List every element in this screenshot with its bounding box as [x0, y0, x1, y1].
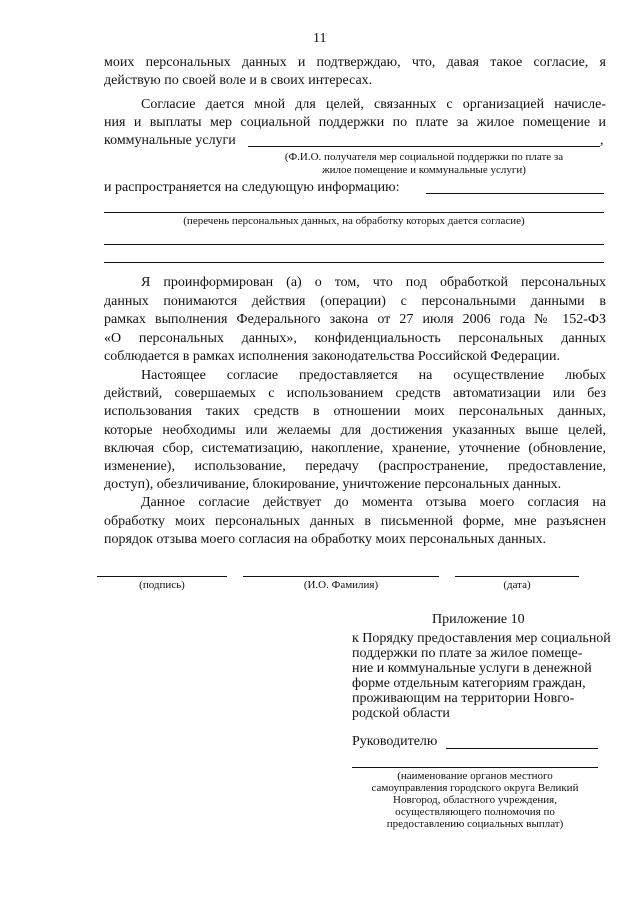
appendix-description-line: форме отдельным категориям граждан, — [352, 676, 586, 691]
date-field[interactable] — [455, 576, 579, 577]
actions-paragraph-line: Настоящее согласие предоставляется на осуществление любых — [141, 368, 606, 383]
recipient-field-caption: жилое помещение и коммунальные услуги) — [322, 164, 526, 176]
date-caption: (дата) — [503, 579, 531, 591]
appendix-description-line: поддержки по плате за жилое помеще- — [352, 646, 583, 661]
recipient-name-field[interactable] — [248, 146, 600, 147]
field-comma: , — [600, 133, 604, 148]
actions-paragraph-line: использования таких средств в отношении моих персональных данных, — [104, 404, 606, 419]
info-field-caption: (перечень персональных данных, на обработку которых дается согласие) — [183, 215, 525, 227]
organization-caption: осуществляющего полномочия по — [395, 806, 555, 818]
full-name-field[interactable] — [243, 576, 439, 577]
head-name-field[interactable] — [446, 748, 598, 749]
consent-paragraph-line: действую по своей воле и в своих интересах. — [104, 73, 373, 88]
head-label: Руководителю — [352, 734, 438, 749]
actions-paragraph-line: которые необходимы или желаемы для достижения указанных выше целей, — [104, 423, 606, 438]
actions-paragraph-line: доступ), обезличивание, блокирование, уничтожение персональных данных. — [104, 477, 562, 492]
signature-field[interactable] — [97, 576, 227, 577]
validity-paragraph-line: порядок отзыва моего согласия на обработку моих персональных данных. — [104, 532, 547, 547]
appendix-description-line: родской области — [352, 706, 450, 721]
info-field-4[interactable] — [104, 262, 604, 263]
purpose-paragraph-line: ния и выплаты мер социальной поддержки по плате за жилое помещение и — [104, 115, 606, 130]
organization-caption: Новгород, областного учреждения, — [393, 794, 557, 806]
appendix-description-line: к Порядку предоставления мер социальной — [352, 631, 611, 646]
purpose-paragraph-line: Согласие дается мной для целей, связанных с организацией начисле- — [141, 97, 606, 112]
organization-caption: самоуправления городского округа Великий — [371, 782, 579, 794]
actions-paragraph-line: действий, совершаемых с использованием средств автоматизации или без — [104, 386, 606, 401]
organization-field[interactable] — [352, 767, 598, 768]
purpose-paragraph-line: коммунальные услуги — [104, 133, 236, 148]
organization-caption: (наименование органов местного — [397, 770, 553, 782]
info-field-1[interactable] — [426, 193, 604, 194]
appendix-description-line: ние и коммунальные услуги в денежной — [352, 661, 592, 676]
appendix-title: Приложение 10 — [432, 612, 525, 627]
recipient-field-caption: (Ф.И.О. получателя мер социальной поддержки по плате за — [284, 151, 564, 163]
informed-paragraph-line: рамках выполнения Федерального закона от 27 июля 2006 года № 152-ФЗ — [104, 312, 606, 327]
informed-paragraph-line: Я проинформирован (а) о том, что под обработкой персональных — [141, 275, 606, 290]
info-field-3[interactable] — [104, 244, 604, 245]
signature-caption: (подпись) — [139, 579, 185, 591]
actions-paragraph-line: включая сбор, систематизацию, накопление, хранение, уточнение (обновление, — [104, 441, 606, 456]
full-name-caption: (И.О. Фамилия) — [303, 579, 379, 591]
validity-paragraph-line: обработку моих персональных данных в письменной форме, мне разъяснен — [104, 514, 606, 529]
organization-caption: предоставлению социальных выплат) — [386, 818, 564, 830]
informed-paragraph-line: данных понимаются действия (операции) с персональными данными в — [104, 294, 606, 309]
page-number: 11 — [313, 31, 327, 46]
informed-paragraph-line: «О персональных данных», конфиденциальность персональных данных — [104, 331, 606, 346]
appendix-description-line: проживающим на территории Новго- — [352, 691, 575, 706]
info-field-2[interactable] — [104, 212, 604, 213]
info-label: и распространяется на следующую информацию: — [104, 180, 400, 195]
actions-paragraph-line: изменение), использование, передачу (распространение, предоставление, — [104, 459, 606, 474]
consent-paragraph-line: моих персональных данных и подтверждаю, что, давая такое согласие, я — [104, 55, 606, 70]
validity-paragraph-line: Данное согласие действует до момента отзыва моего согласия на — [141, 495, 606, 510]
informed-paragraph-line: соблюдается в рамках исполнения законодательства Российской Федерации. — [104, 349, 561, 364]
